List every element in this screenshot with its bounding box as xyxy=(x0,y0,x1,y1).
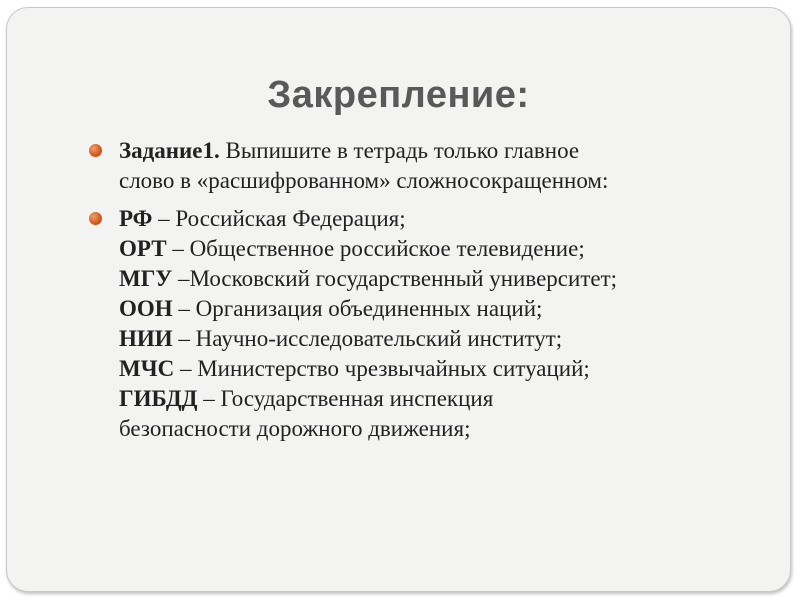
task-line-2: слово в «расшифрованном» сложносокращенном: xyxy=(119,168,609,193)
abbr-line xyxy=(119,294,775,324)
task-label: Задание1. xyxy=(119,138,220,163)
slide xyxy=(6,7,791,592)
slide-title: Закрепление: xyxy=(267,74,530,116)
abbr: ОРТ xyxy=(119,236,167,261)
abbr-meaning: Министерство чрезвычайных ситуаций; xyxy=(197,356,590,381)
abbr-sep: – xyxy=(197,386,221,411)
abbr: НИИ xyxy=(119,326,173,351)
abbr-line xyxy=(119,324,775,354)
abbr-sep: – xyxy=(172,296,196,321)
abbr-line-continued: безопасности дорожного движения; xyxy=(119,416,471,441)
abbr-line xyxy=(119,354,775,384)
abbr-meaning: Российская Федерация; xyxy=(175,206,406,231)
task-line-1 xyxy=(119,136,775,166)
abbr-sep: – xyxy=(166,236,190,261)
abbr-meaning: Московский государственный университет; xyxy=(189,266,618,291)
abbr: ООН xyxy=(119,296,173,321)
abbr-line xyxy=(119,384,775,414)
abbr: МЧС xyxy=(119,356,175,381)
abbr-line xyxy=(119,234,775,264)
bullet-list xyxy=(85,136,775,452)
abbr-meaning: Общественное российское телевидение; xyxy=(189,236,585,261)
abbr-sep: – xyxy=(172,326,196,351)
bullet-task xyxy=(85,136,775,196)
abbr-meaning: Государственная инспекция xyxy=(220,386,494,411)
abbr-line xyxy=(119,204,775,234)
abbr-sep: – xyxy=(152,206,176,231)
abbr-sep: – xyxy=(172,266,190,291)
bullet-abbreviations xyxy=(85,204,775,444)
abbr: РФ xyxy=(119,206,153,231)
bullet-dot-icon xyxy=(89,144,102,157)
abbr-meaning: Организация объединенных наций; xyxy=(195,296,543,321)
abbr: МГУ xyxy=(119,266,173,291)
bullet-dot-icon xyxy=(89,212,102,225)
abbr-meaning: Научно-исследовательский институт; xyxy=(195,326,563,351)
task-text-1: Выпишите в тетрадь только главное xyxy=(219,138,580,163)
abbr-line xyxy=(119,264,775,294)
abbr-sep: – xyxy=(174,356,198,381)
abbr: ГИБДД xyxy=(119,386,198,411)
